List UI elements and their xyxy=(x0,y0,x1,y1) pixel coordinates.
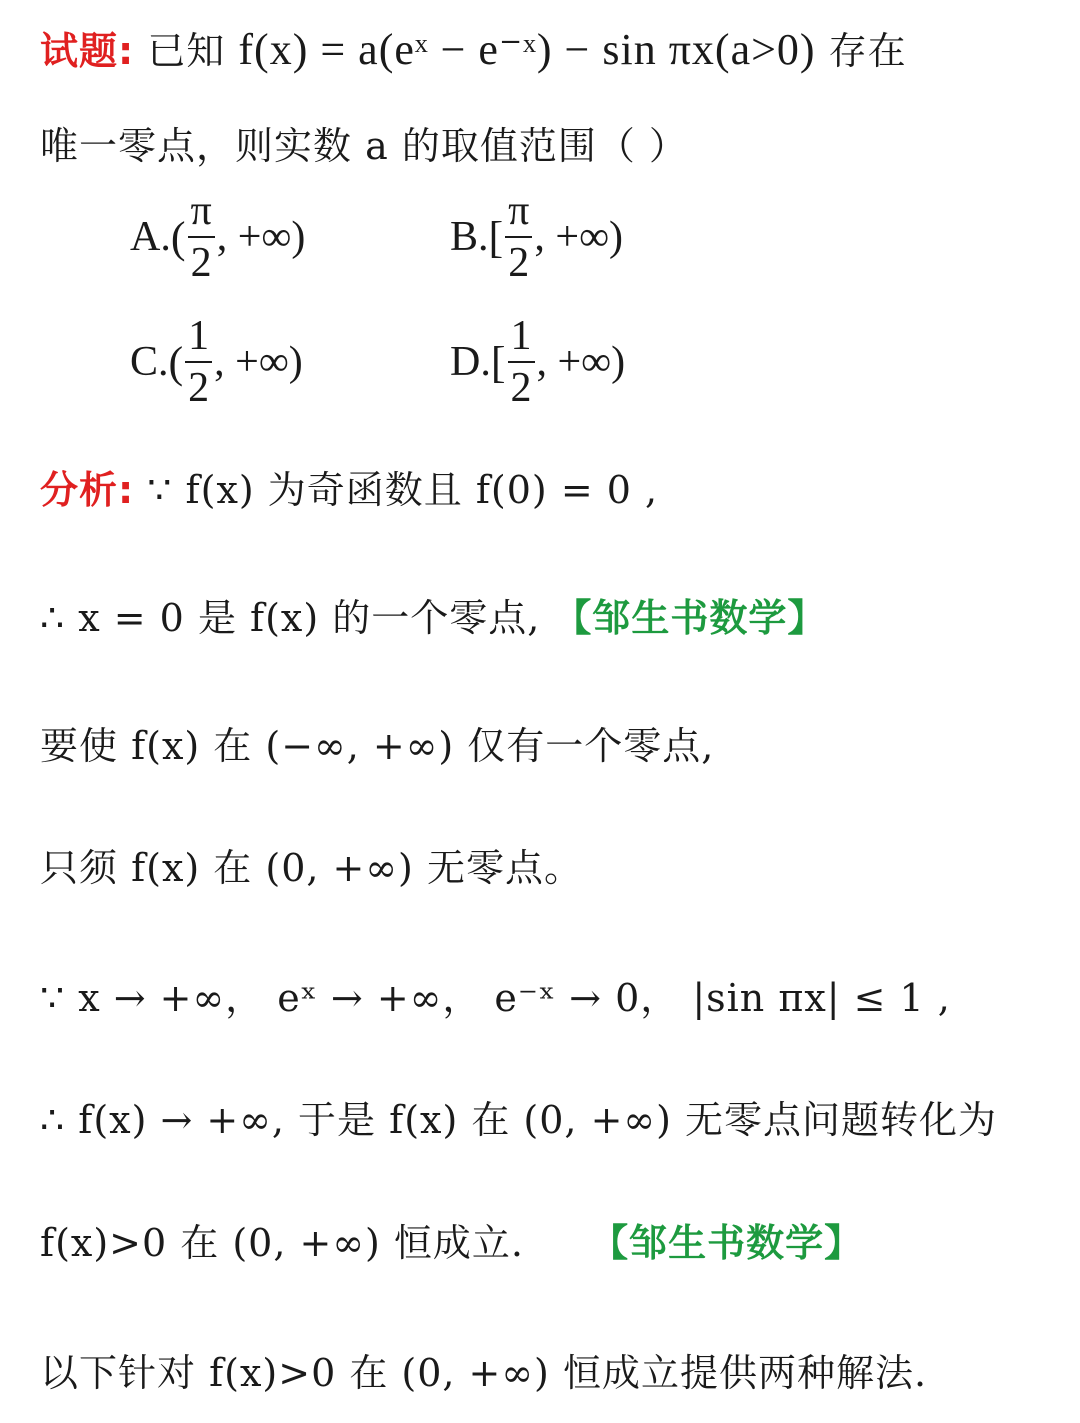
question-after: 存在 xyxy=(828,29,907,73)
analysis-text-1: ∵ f(x) 为奇函数且 f(0) = 0 , xyxy=(147,468,659,512)
option-c xyxy=(130,315,303,409)
option-b-numerator: π xyxy=(508,188,530,234)
option-a-numerator: π xyxy=(190,188,212,234)
option-b-letter: B. xyxy=(450,214,489,260)
option-d-open: [ xyxy=(490,337,506,387)
option-a xyxy=(130,190,305,284)
analysis-text-7: f(x)>0 在 (0, +∞) 恒成立. xyxy=(40,1221,524,1265)
option-a-open: ( xyxy=(170,212,186,262)
option-b xyxy=(450,190,623,284)
analysis-line-2 xyxy=(40,590,826,646)
analysis-line-5: ∵ x → +∞， eˣ → +∞， e⁻ˣ → 0， |sin πx| ≤ 1 , xyxy=(40,976,951,1020)
option-c-denominator: 2 xyxy=(188,365,210,411)
option-b-denominator: 2 xyxy=(508,240,530,286)
option-d-letter: D. xyxy=(450,339,491,385)
analysis-line-8: 以下针对 f(x)>0 在 (0, +∞) 恒成立提供两种解法. xyxy=(40,1351,928,1395)
option-a-tail: , +∞) xyxy=(216,214,306,260)
analysis-label: 分析: xyxy=(40,468,135,512)
option-c-open: ( xyxy=(168,337,184,387)
option-c-tail: , +∞) xyxy=(214,339,303,385)
option-b-tail: , +∞) xyxy=(534,214,624,260)
question-line-2: 唯一零点，则实数 a 的取值范围（ ） xyxy=(40,124,688,168)
analysis-line-4: 只须 f(x) 在 (0, +∞) 无零点。 xyxy=(40,846,583,890)
option-b-fraction xyxy=(505,190,532,284)
analysis-line-6: ∴ f(x) → +∞, 于是 f(x) 在 (0, +∞) 无零点问题转化为 xyxy=(40,1098,997,1142)
option-c-numerator: 1 xyxy=(188,313,210,359)
analysis-line-3: 要使 f(x) 在 (−∞, +∞) 仅有一个零点, xyxy=(40,724,715,768)
option-d-tail: , +∞) xyxy=(536,339,626,385)
option-d-denominator: 2 xyxy=(510,365,532,411)
analysis-line-1 xyxy=(40,462,658,518)
option-b-open: [ xyxy=(488,212,504,262)
analysis-text-2: ∴ x = 0 是 f(x) 的一个零点, xyxy=(40,596,541,640)
question-label: 试题: xyxy=(40,29,135,73)
option-d-fraction xyxy=(508,315,535,409)
watermark-tag-2: 【邹生书数学】 xyxy=(590,1221,864,1265)
option-c-fraction xyxy=(185,315,212,409)
option-a-fraction xyxy=(188,190,215,284)
option-d xyxy=(450,315,625,409)
analysis-line-7 xyxy=(40,1215,863,1271)
question-intro: 已知 xyxy=(147,29,226,73)
option-c-letter: C. xyxy=(130,339,169,385)
watermark-tag: 【邹生书数学】 xyxy=(553,596,827,640)
question-formula: f(x) = a(eˣ − e⁻ˣ) − sin πx(a>0) xyxy=(238,25,816,74)
option-a-denominator: 2 xyxy=(190,240,212,286)
question-line-1 xyxy=(40,22,907,79)
option-a-letter: A. xyxy=(130,214,171,260)
option-d-numerator: 1 xyxy=(510,313,532,359)
